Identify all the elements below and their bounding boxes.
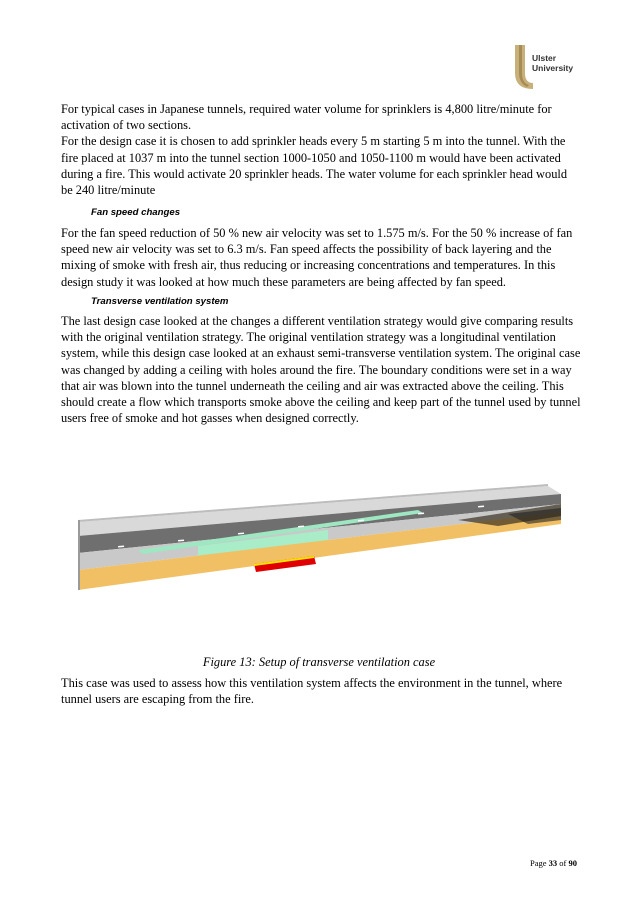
page-footer: Page 33 of 90 [530, 858, 577, 868]
tunnel-figure [78, 480, 561, 620]
heading-fan-speed: Fan speed changes [91, 207, 181, 218]
sprinkler-text [61, 101, 581, 198]
transverse-text [61, 313, 581, 426]
paragraph: For typical cases in Japanese tunnels, required water volume for sprinklers is 4,800 litre/minute for activation of two sections. [61, 102, 552, 133]
paragraph: For the fan speed reduction of 50 % new air velocity was set to 1.575 m/s. For the 50 % increase of fan speed new air velocity was set to 6.3 m/s. Fan speed affects the possibility of back layering and the mixing of smoke with fresh air, thus reducing or increasing concentrations and temperatures. In this design study it was looked at how much these parameters are being affected by fan speed. [61, 226, 573, 289]
page-number: 33 [548, 858, 558, 868]
heading-transverse: Transverse ventilation system [91, 296, 229, 307]
paragraph: This case was used to assess how this ventilation system affects the environment in the tunnel, where tunnel users are escaping from the fire. [61, 676, 563, 707]
fan-speed-text [61, 225, 581, 290]
paragraph: The last design case looked at the changes a different ventilation strategy would give comparing results with the original ventilation strategy. The original ventilation strategy was a longitudinal ventilation system, while this design case looked at an exhaust semi-transverse ventilation system. The original case was changed by adding a ceiling with holes around the fire. The boundary conditions were set in a way that air was blown into the tunnel underneath the ceiling and air was extracted above the ceiling. This should create a flow which transports smoke above the ceiling and keep part of the tunnel used by tunnel users free of smoke and hot gasses when designed correctly. [61, 314, 581, 426]
closing-text [61, 675, 581, 707]
logo-text: Ulster University [532, 53, 574, 73]
paragraph: For the design case it is chosen to add sprinkler heads every 5 m starting 5 m into the tunnel. With the fire placed at 1037 m into the tunnel section 1000-1050 and 1050-1100 m would have been activated during a fire. This would activate 20 sprinkler heads. The water volume for each sprinkler head would be 240 litre/minute [61, 134, 568, 198]
total-pages: 90 [568, 858, 577, 868]
figure-caption: Figure 13: Setup of transverse ventilation case [202, 655, 436, 669]
